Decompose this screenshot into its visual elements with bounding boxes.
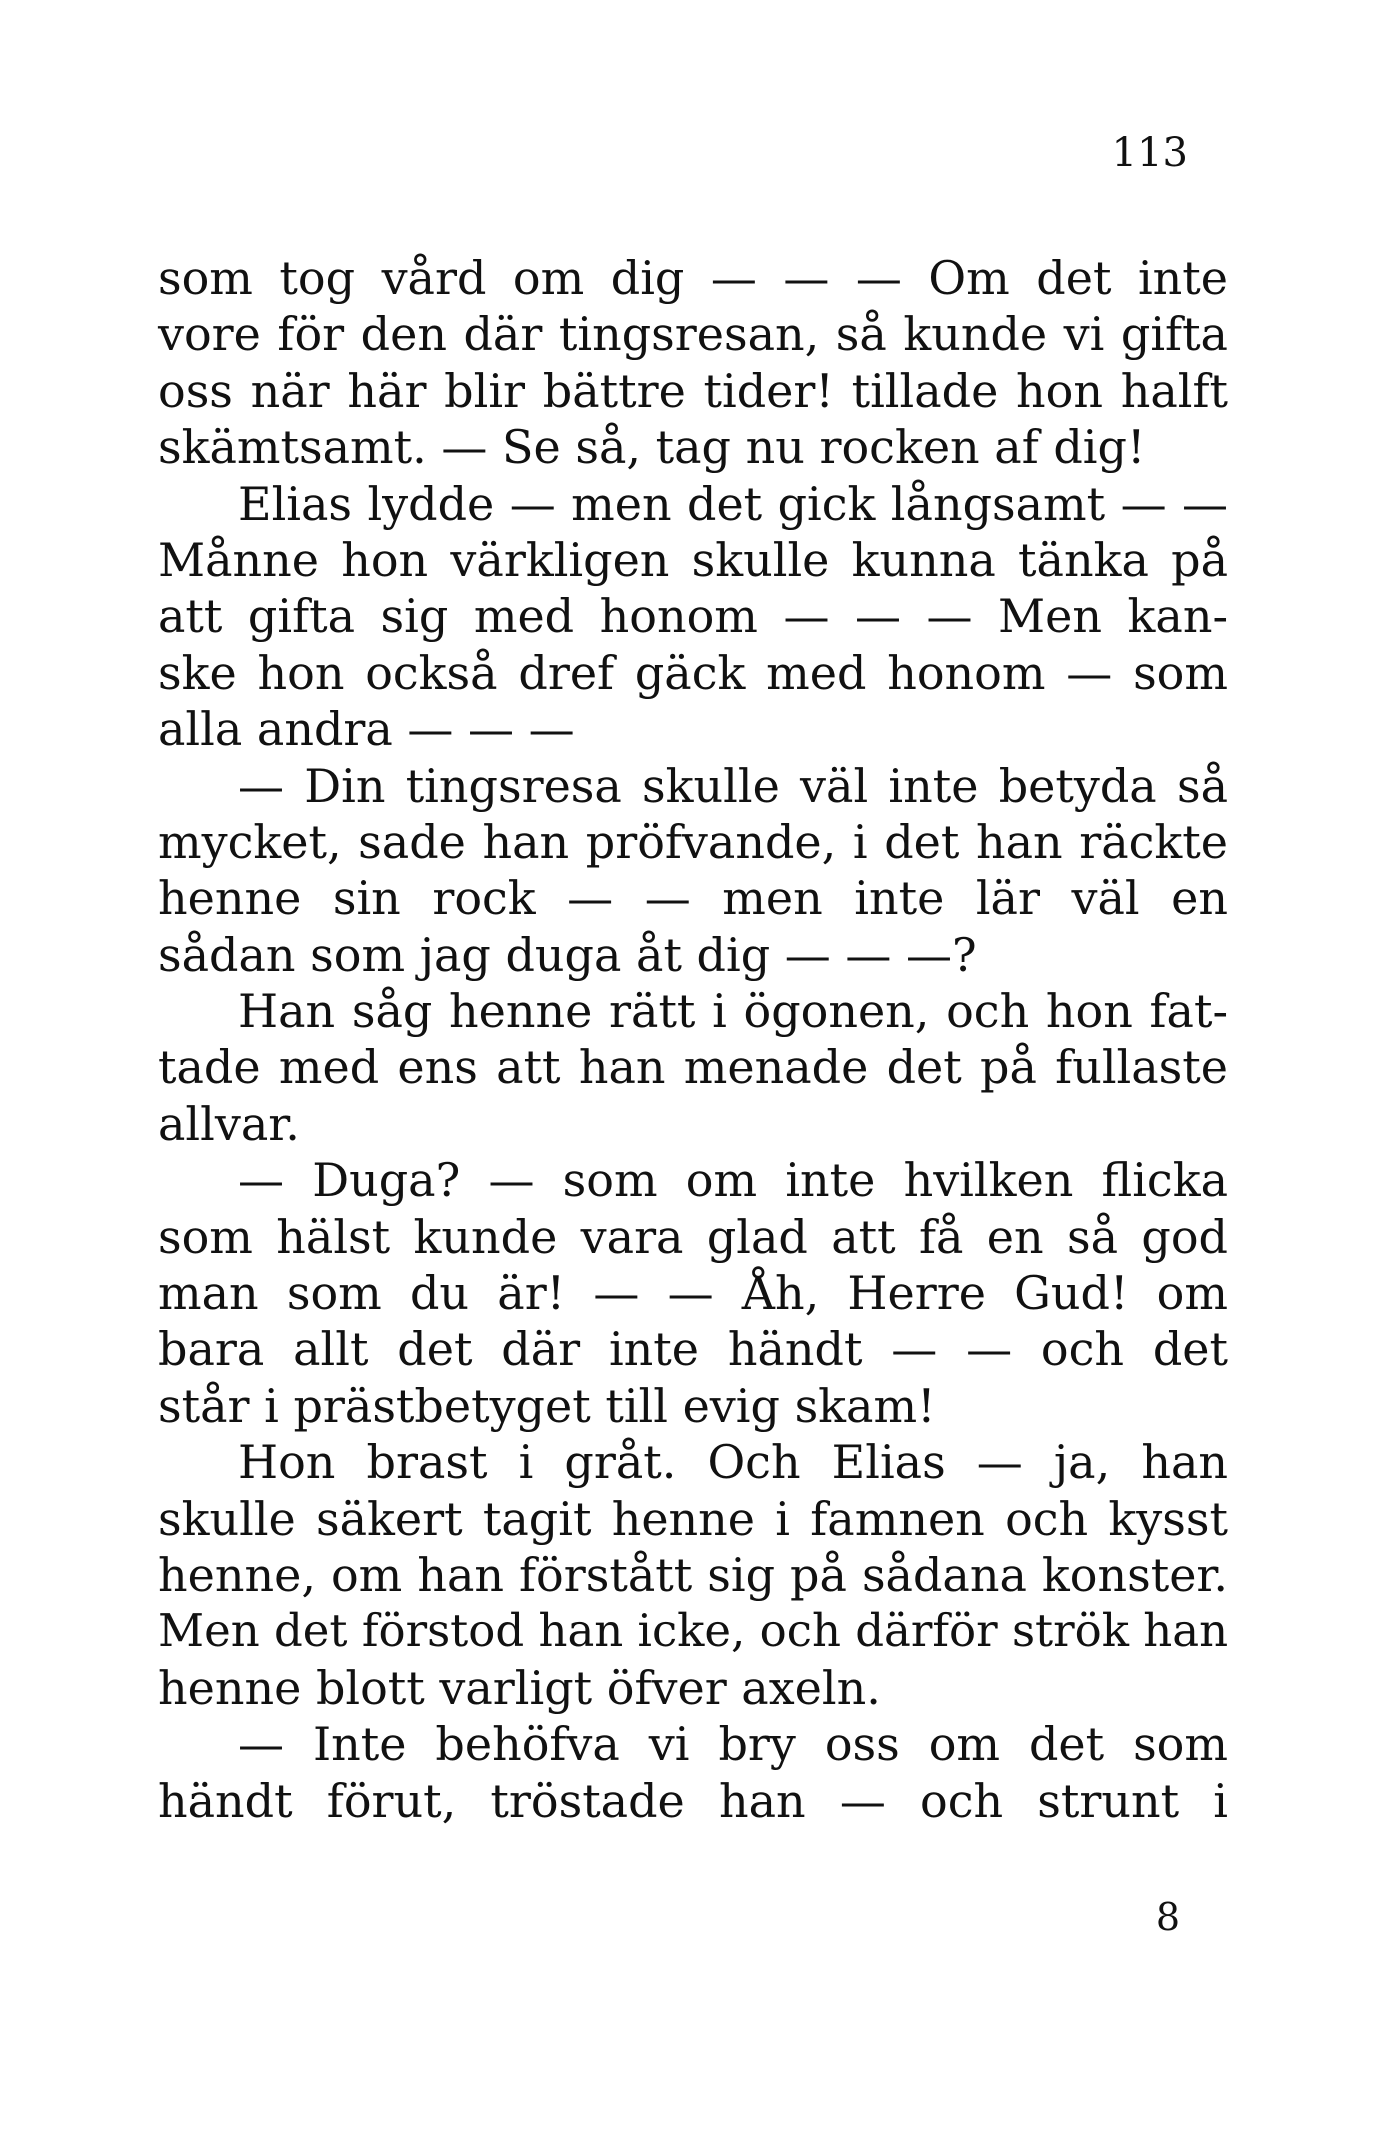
text-line: mycket, sade han pröfvande, i det han räckte [158,814,1228,869]
text-line: att gifta sig med honom — — — Men kan- [158,589,1228,644]
text-line: — Inte behöfva vi bry oss om det som [238,1717,1228,1772]
text-line: sådan som jag duga åt dig — — —? [158,927,977,982]
text-line: ske hon också dref gäck med honom — som [158,645,1228,700]
text-line: allvar. [158,1096,300,1151]
text-line: — Din tingsresa skulle väl inte betyda så [238,758,1228,813]
text-line: Elias lydde — men det gick långsamt — — [238,476,1228,531]
text-line: skulle säkert tagit henne i famnen och kysst [158,1491,1228,1546]
text-line: man som du är! — — Åh, Herre Gud! om [158,1266,1228,1321]
text-line: Hon brast i gråt. Och Elias — ja, han [238,1435,1228,1490]
text-line: händt förut, tröstade han — och strunt i [158,1773,1228,1828]
text-line: Men det förstod han icke, och därför strök han [158,1604,1229,1658]
text-line: vore för den där tingsresan, så kunde vi gifta [158,307,1228,362]
text-line: oss när här blir bättre tider! tillade hon halft [158,363,1228,418]
signature-mark: 8 [1155,1895,1180,1939]
text-line: henne, om han förstått sig på sådana konster. [158,1547,1228,1602]
text-line: alla andra — — — [158,702,575,757]
text-line: står i prästbetyget till evig skam! [158,1378,936,1433]
text-line: bara allt det där inte händt — — och det [158,1322,1228,1377]
text-line: henne sin rock — — men inte lär väl en [158,871,1228,926]
text-line: Månne hon värkligen skulle kunna tänka på [158,532,1228,587]
text-line: Han såg henne rätt i ögonen, och hon fat- [238,984,1228,1039]
text-line: som hälst kunde vara glad att få en så god [158,1209,1228,1264]
page-number: 113 [1111,130,1188,176]
text-line: henne blott varligt öfver axeln. [158,1660,881,1715]
body-text [158,250,1228,1829]
text-line: — Duga? — som om inte hvilken flicka [238,1153,1228,1208]
text-line: tade med ens att han menade det på fullaste [158,1040,1228,1095]
text-line: som tog vård om dig — — — Om det inte [158,251,1228,305]
text-line: skämtsamt. — Se så, tag nu rocken af dig! [158,420,1146,475]
